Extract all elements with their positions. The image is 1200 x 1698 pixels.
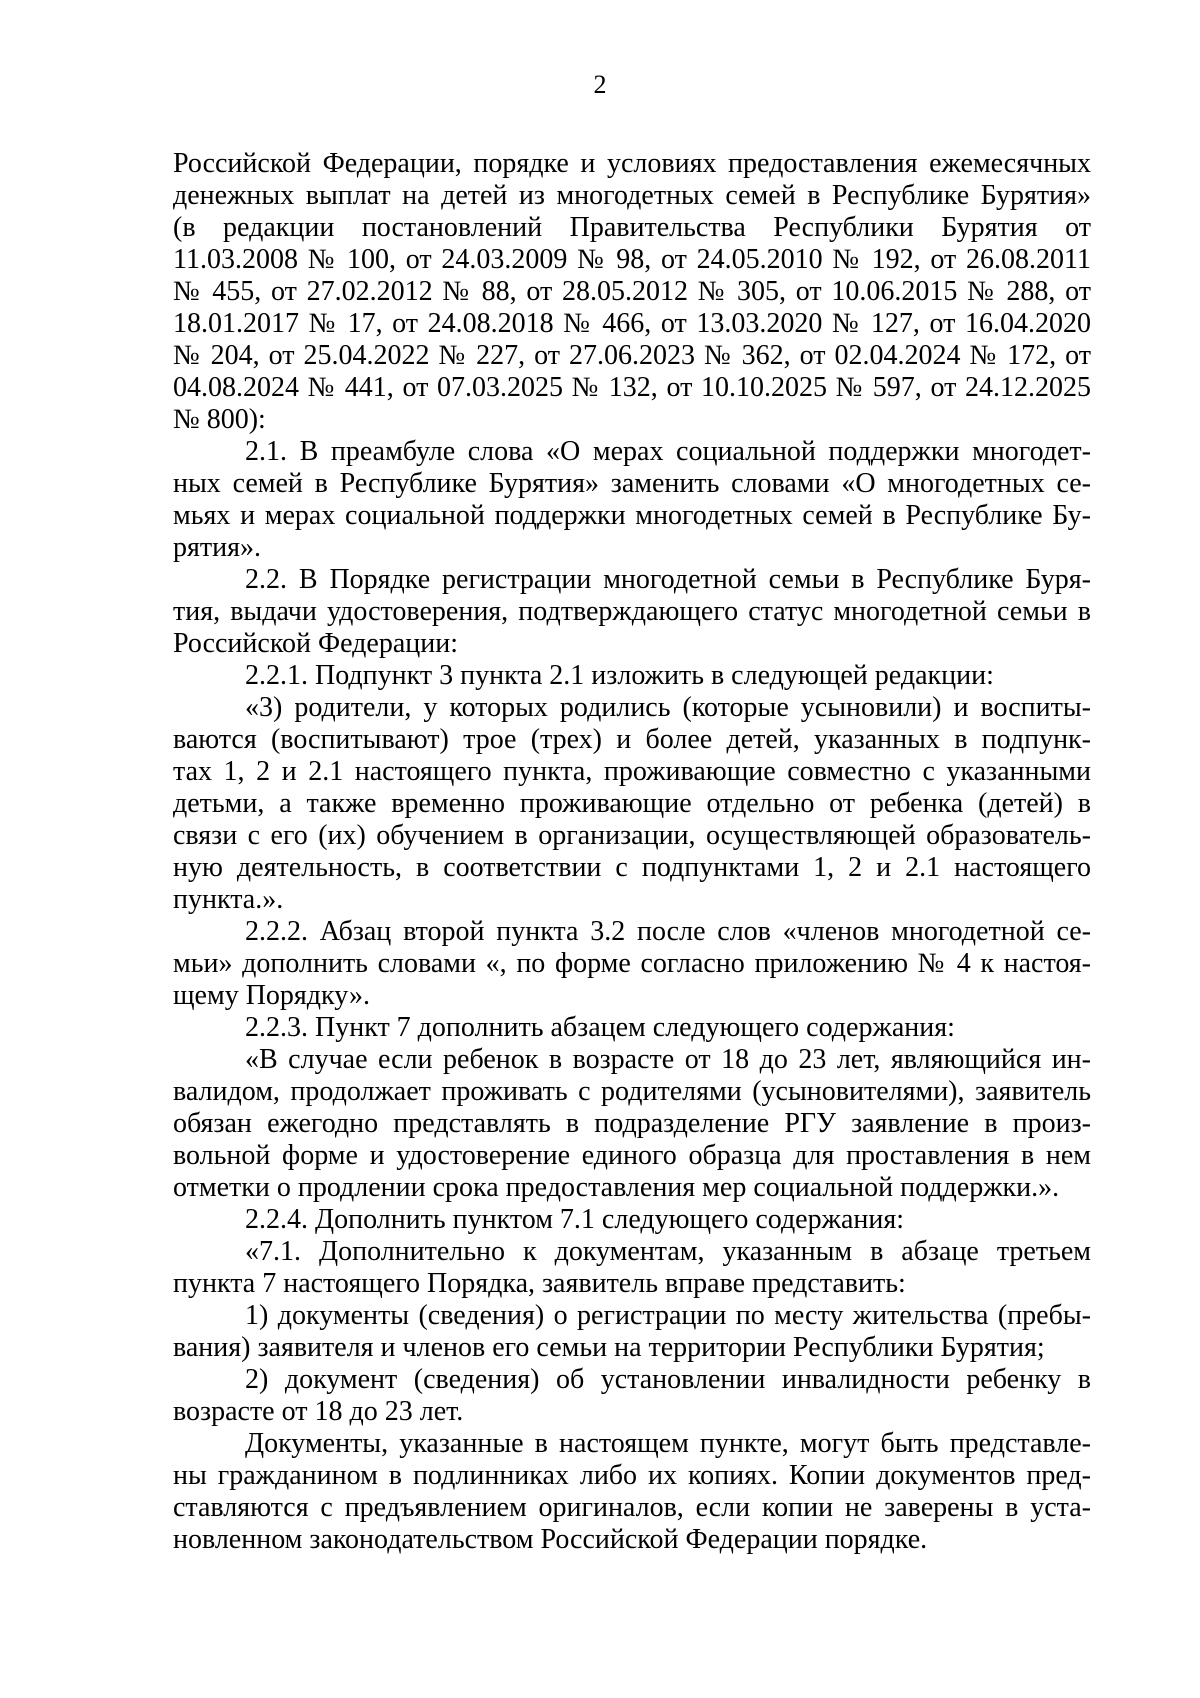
text-line: Документы, указанные в настоящем пункте, могут быть представле- [245,1428,1091,1459]
text-line: валидом, продолжает проживать с родителями (усыновителями), заявитель [173,1076,1091,1107]
text-line: 2) документ (сведения) об установлении инвалидности ребенку в [245,1364,1091,1395]
text-line: мьях и мерах социальной поддержки многодетных семей в Республике Бу- [173,500,1091,531]
text-line: 2.2.3. Пункт 7 дополнить абзацем следующего содержания: [245,1012,955,1043]
text-line: связи с его (их) обучением в организации, осуществляющей образователь- [173,820,1091,851]
text-line: 2.1. В преамбуле слова «О мерах социальной поддержки многодет- [245,436,1091,467]
text-line: ставляются с предъявлением оригиналов, если копии не заверены в уста- [173,1492,1091,1523]
text-line: денежных выплат на детей из многодетных семей в Республике Бурятия» [173,180,1091,211]
text-line: 2.2.1. Подпункт 3 пункта 2.1 изложить в следующей редакции: [245,660,994,691]
text-line: тах 1, 2 и 2.1 настоящего пункта, проживающие совместно с указанными [173,756,1091,787]
text-line: (в редакции постановлений Правительства Республики Бурятия от [173,212,1091,243]
text-line: вольной форме и удостоверение единого образца для проставления в нем [173,1140,1091,1171]
text-line: пункта 7 настоящего Порядка, заявитель вправе представить: [173,1268,906,1299]
text-line: «В случае если ребенок в возрасте от 18 до 23 лет, являющийся ин- [245,1044,1091,1075]
text-line: возрасте от 18 до 23 лет. [173,1396,464,1427]
document-body [173,148,1091,1556]
text-line: Российской Федерации, порядке и условиях предоставления ежемесячных [173,148,1091,179]
text-line: отметки о продлении срока предоставления мер социальной поддержки.». [173,1172,1060,1203]
text-line: вания) заявителя и членов его семьи на территории Республики Бурятия; [173,1332,1045,1363]
text-line: 2.2.2. Абзац второй пункта 3.2 после слов «членов многодетной се- [245,916,1091,947]
text-line: ную деятельность, в соответствии с подпунктами 1, 2 и 2.1 настоящего [173,852,1091,883]
text-line: ных семей в Республике Бурятия» заменить словами «О многодетных се- [173,468,1091,499]
text-line: рятия». [173,532,261,563]
text-line: 18.01.2017 № 17, от 24.08.2018 № 466, от 13.03.2020 № 127, от 16.04.2020 [173,308,1091,339]
text-line: «3) родители, у которых родились (которые усыновили) и воспиты- [245,692,1091,723]
text-line: ны гражданином в подлинниках либо их копиях. Копии документов пред- [173,1460,1091,1491]
text-line: «7.1. Дополнительно к документам, указанным в абзаце третьем [245,1236,1091,1267]
text-line: № 800): [173,404,266,435]
text-line: № 455, от 27.02.2012 № 88, от 28.05.2012 № 305, от 10.06.2015 № 288, от [173,276,1091,307]
text-line: тия, выдачи удостоверения, подтверждающего статус многодетной семьи в [173,596,1091,627]
text-line: 11.03.2008 № 100, от 24.03.2009 № 98, от 24.05.2010 № 192, от 26.08.2011 [173,244,1091,275]
text-line: новленном законодательством Российской Федерации порядке. [173,1524,928,1555]
text-line: Российской Федерации: [173,628,459,659]
text-line: пункта.». [173,884,284,915]
text-line: мьи» дополнить словами «, по форме согласно приложению № 4 к настоя- [173,948,1091,979]
text-line: № 204, от 25.04.2022 № 227, от 27.06.2023 № 362, от 02.04.2024 № 172, от [173,340,1091,371]
text-line: щему Порядку». [173,980,370,1011]
text-line: 2.2.4. Дополнить пунктом 7.1 следующего содержания: [245,1204,905,1235]
text-line: детьми, а также временно проживающие отдельно от ребенка (детей) в [173,788,1091,819]
text-line: 2.2. В Порядке регистрации многодетной семьи в Республике Буря- [245,564,1091,595]
text-line: 04.08.2024 № 441, от 07.03.2025 № 132, от 10.10.2025 № 597, от 24.12.2025 [173,372,1091,403]
page-number: 2 [593,70,607,99]
text-line: ваются (воспитывают) трое (трех) и более детей, указанных в подпунк- [173,724,1091,755]
text-line: 1) документы (сведения) о регистрации по месту жительства (пребы- [245,1300,1091,1331]
text-line: обязан ежегодно представлять в подразделение РГУ заявление в произ- [173,1108,1091,1139]
